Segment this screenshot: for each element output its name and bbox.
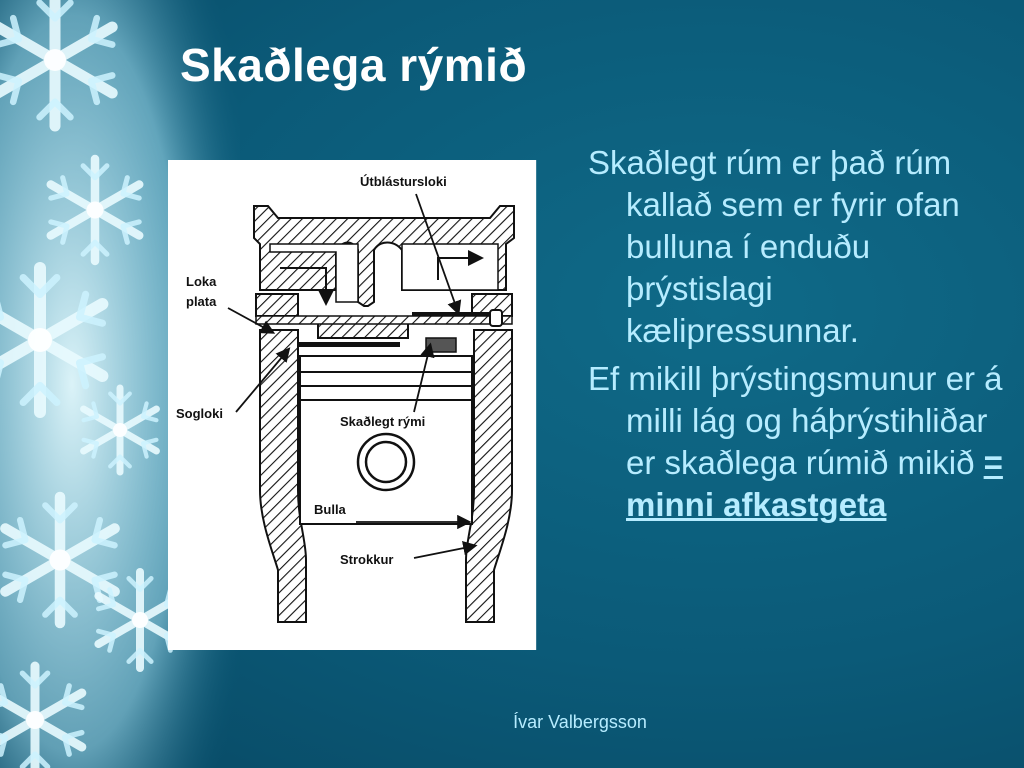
- slide-title: Skaðlega rýmið: [180, 39, 528, 91]
- bullet-item: [588, 358, 1008, 526]
- bullet-list: [588, 142, 1008, 532]
- footer-author: Ívar Valbergsson: [513, 712, 647, 732]
- label-piston: Bulla: [314, 502, 346, 517]
- label-valve-plate-line1: Loka: [186, 274, 217, 289]
- label-suction-valve: Sogloki: [176, 406, 223, 421]
- bullet-item: [588, 142, 1008, 352]
- label-valve-plate-line2: plata: [186, 294, 217, 309]
- label-discharge-valve: Útblástursloki: [360, 174, 447, 189]
- emphasis-link[interactable]: = minni afkastgeta: [626, 444, 1003, 523]
- label-cylinder: Strokkur: [340, 552, 394, 567]
- bullet-text: Skaðlegt rúm er það rúm kallað sem er fyrir ofan bulluna í enduðu þrýstislagi kælipressunnar.: [588, 144, 960, 349]
- compressor-diagram: [168, 160, 536, 650]
- bullet-text: Ef mikill þrýstingsmunur er á milli lág og háþrýstihliðar er skaðlega rúmið mikið: [588, 360, 1003, 481]
- label-clearance-space: Skaðlegt rými: [340, 414, 426, 429]
- content-divider: [536, 160, 537, 650]
